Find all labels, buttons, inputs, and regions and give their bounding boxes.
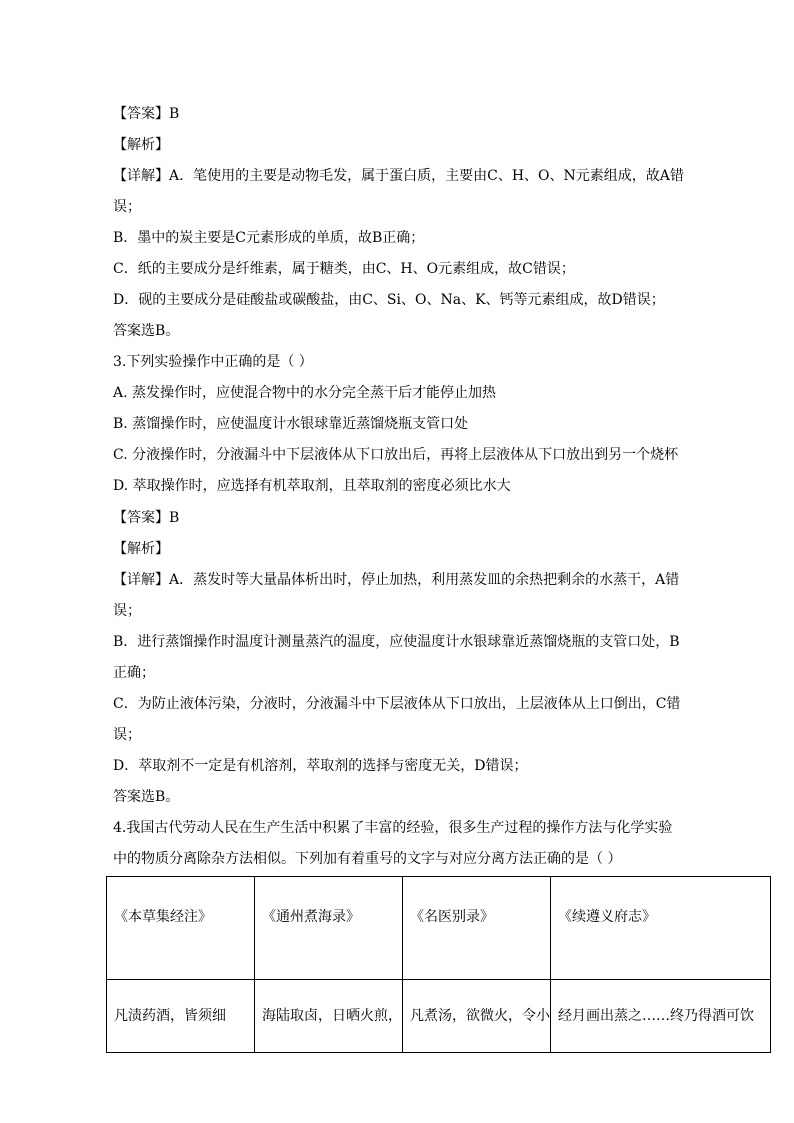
option-d: D. 萃取操作时，应选择有机萃取剂，且萃取剂的密度必须比水大: [113, 478, 511, 494]
option-c: C. 分液操作时，分液漏斗中下层液体从下口放出后，再将上层液体从下口放出到另一个烧杯: [113, 447, 679, 463]
detail-line: 【详解】A．笔使用的主要是动物毛发，属于蛋白质，主要由C、H、O、N元素组成，故A错: [113, 168, 684, 184]
question-4-stem: 中的物质分离除杂方法相似。下列加有着重号的文字与对应分离方法正确的是（ ）: [113, 851, 622, 867]
detail-line: 正确；: [113, 665, 155, 681]
table-header-cell: 《本草集经注》: [107, 877, 255, 980]
detail-line: B．进行蒸馏操作时温度计测量蒸汽的温度，应使温度计水银球靠近蒸馏烧瓶的支管口处，B: [113, 634, 680, 650]
question-4-stem: 4.我国古代劳动人民在生产生活中积累了丰富的经验，很多生产过程的操作方法与化学实验: [113, 820, 673, 836]
detail-line: 【详解】A．蒸发时等大量晶体析出时，停止加热，利用蒸发皿的余热把剩余的水蒸干，A错: [113, 572, 680, 588]
answer-summary: 答案选B。: [113, 323, 180, 339]
table-cell: 经月画出蒸之……终乃得酒可饮: [551, 980, 771, 1053]
answer-summary: 答案选B。: [113, 789, 180, 805]
table-header-cell: 《通州煮海录》: [255, 877, 403, 980]
table-cell: 凡渍药酒，皆须细: [107, 980, 255, 1053]
detail-line: C．纸的主要成分是纤维素，属于糖类，由C、H、O元素组成，故C错误；: [113, 261, 575, 277]
table-header-cell: 《名医别录》: [403, 877, 551, 980]
table-header-cell: 《续遵义府志》: [551, 877, 771, 980]
detail-line: 误；: [113, 603, 141, 619]
detail-line: D．萃取剂不一定是有机溶剂，萃取剂的选择与密度无关，D错误；: [113, 758, 528, 774]
answer-label: 【答案】B: [113, 510, 180, 526]
detail-line: 误；: [113, 727, 141, 743]
options-table: [106, 876, 771, 1053]
analysis-label: 【解析】: [113, 137, 169, 153]
answer-label: 【答案】B: [113, 106, 180, 122]
table-header-row: [107, 877, 771, 980]
table-cell: 凡煮汤，欲微火，令小: [403, 980, 551, 1053]
detail-line: C．为防止液体污染，分液时，分液漏斗中下层液体从下口放出，上层液体从上口倒出，C错: [113, 696, 681, 712]
analysis-label: 【解析】: [113, 541, 169, 557]
table-cell: 海陆取卤，日晒火煎，: [255, 980, 403, 1053]
table-row: [107, 980, 771, 1053]
option-a: A. 蒸发操作时，应使混合物中的水分完全蒸干后才能停止加热: [113, 385, 497, 401]
detail-line: 误；: [113, 199, 141, 215]
question-3-stem: 3.下列实验操作中正确的是（ ）: [113, 354, 313, 370]
option-b: B. 蒸馏操作时，应使温度计水银球靠近蒸馏烧瓶支管口处: [113, 416, 469, 432]
detail-line: D．砚的主要成分是硅酸盐或碳酸盐，由C、Si、O、Na、K、钙等元素组成，故D错误；: [113, 292, 665, 308]
detail-line: B．墨中的炭主要是C元素形成的单质，故B正确；: [113, 230, 425, 246]
